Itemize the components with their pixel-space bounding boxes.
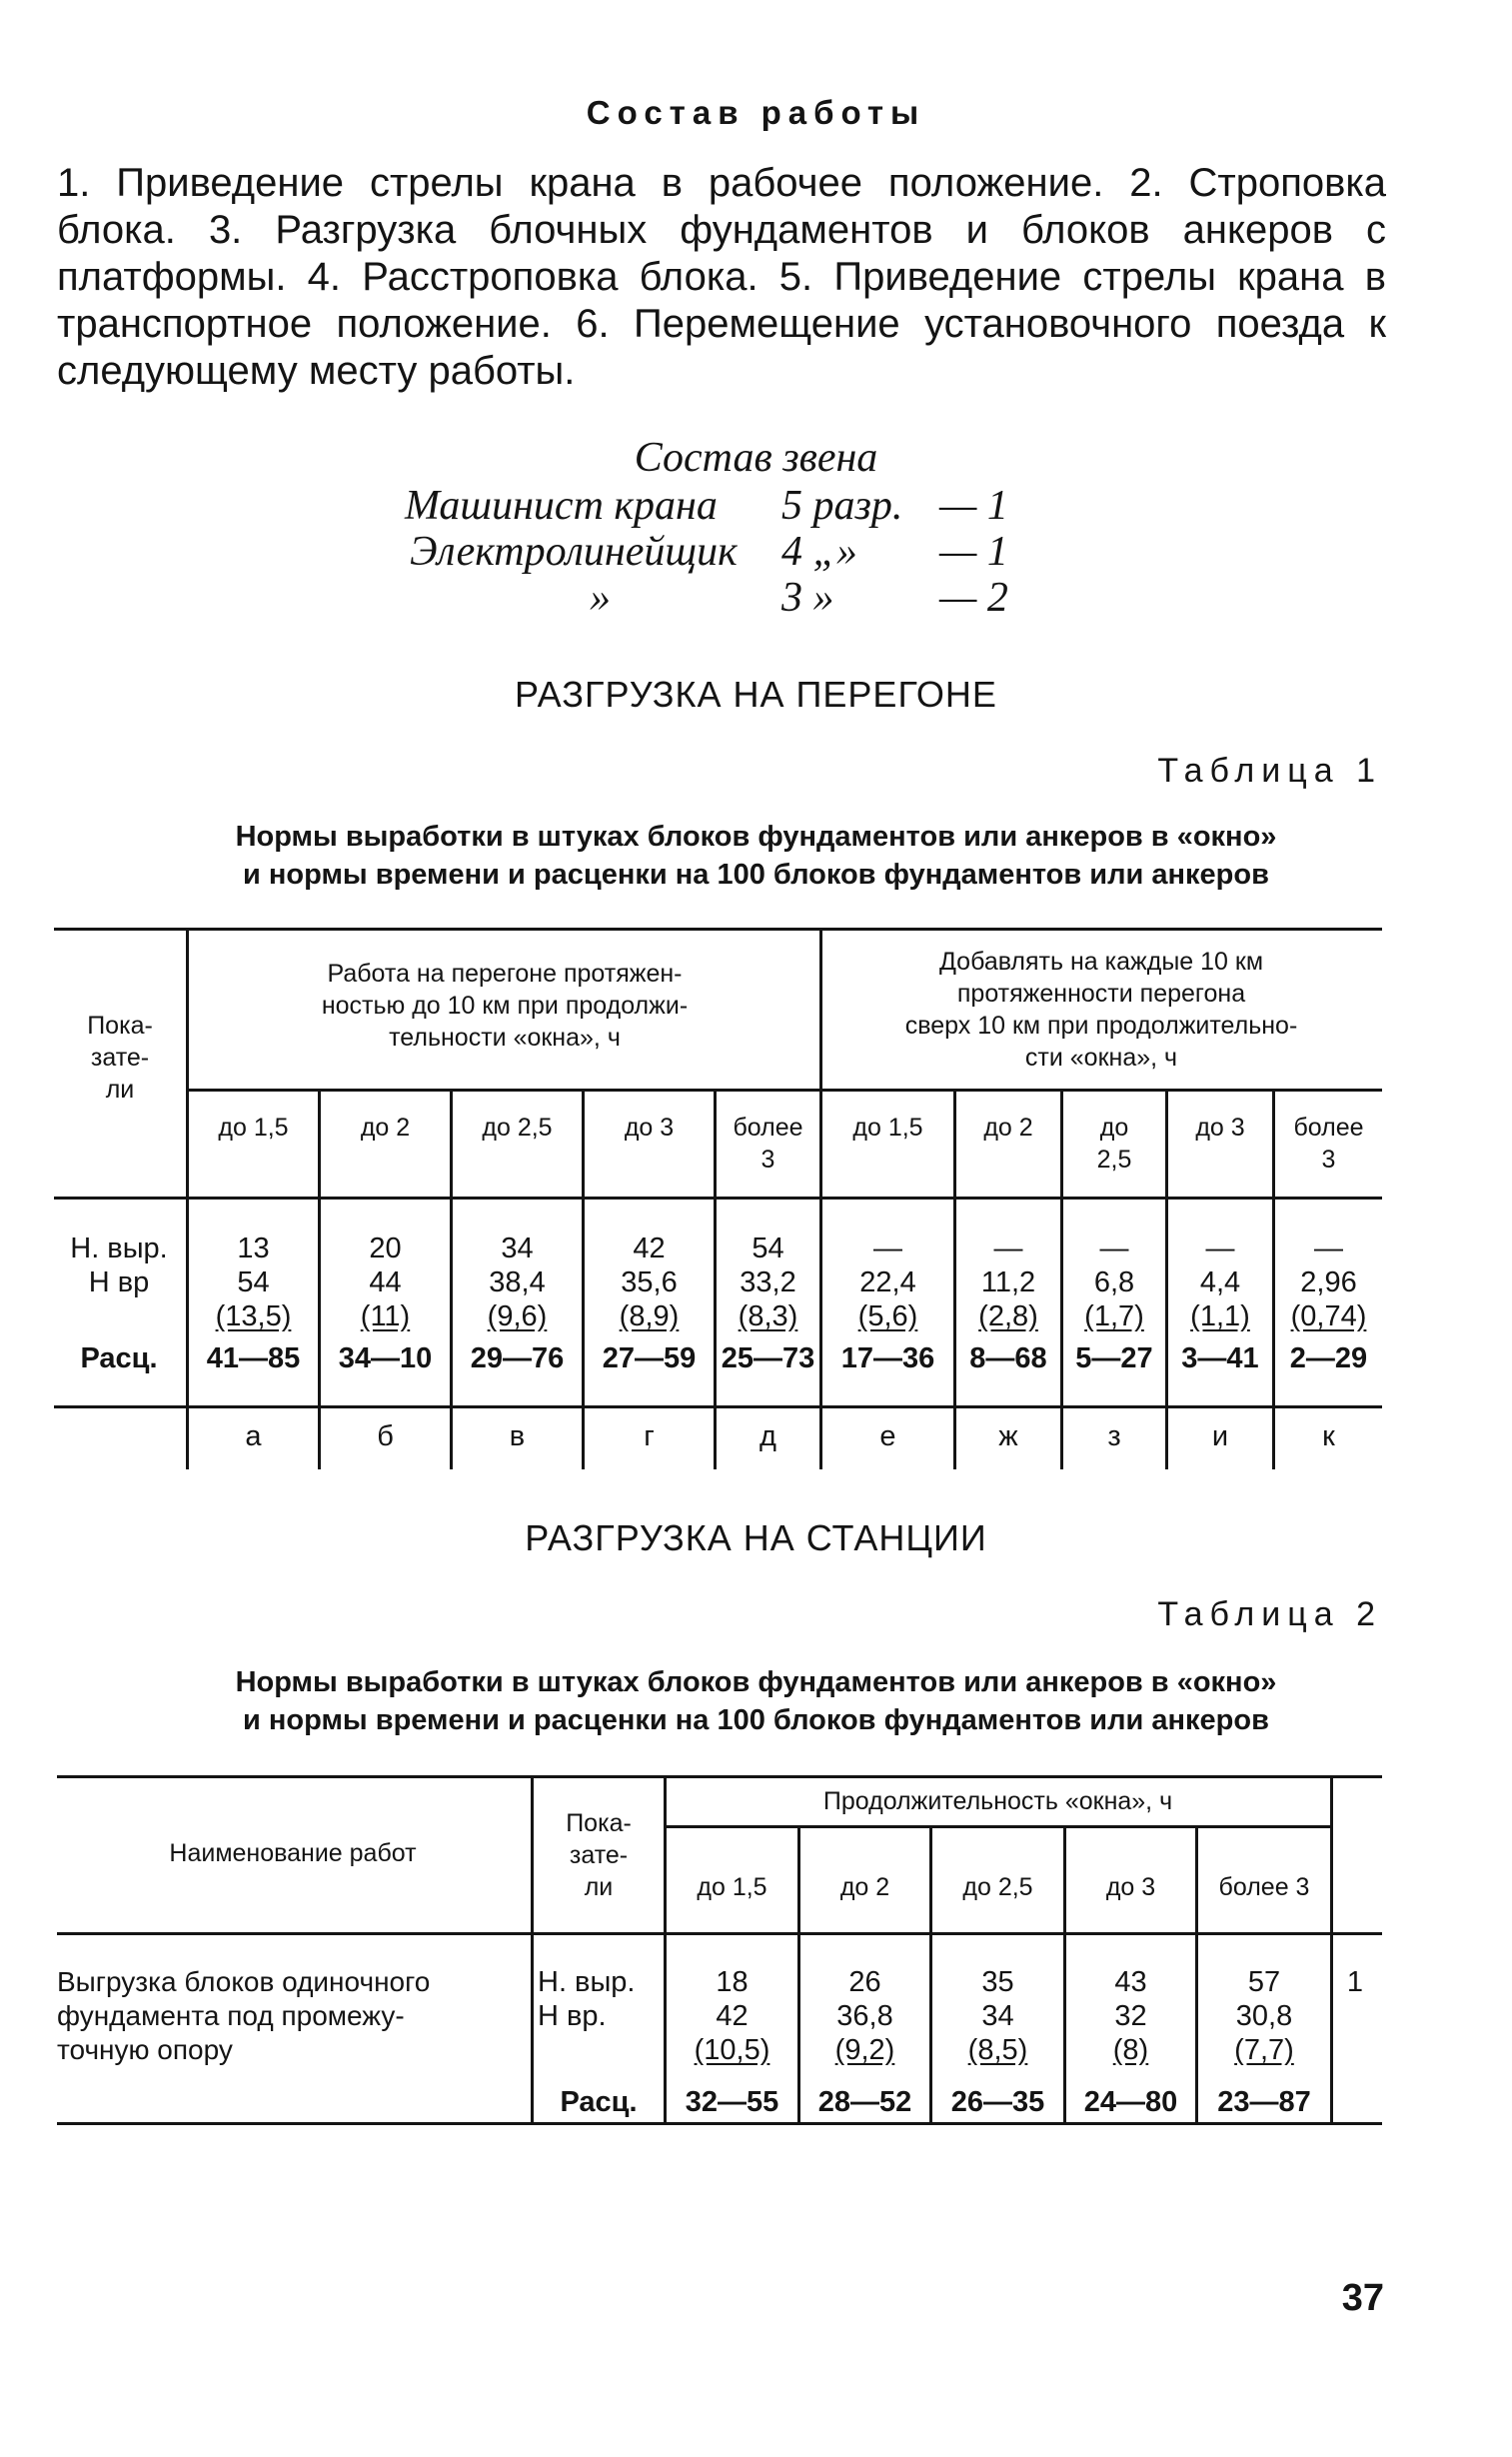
t2-rasc-cell: 24—80: [1083, 2086, 1178, 2118]
t1-rasc-cell: 3—41: [1181, 1342, 1259, 1374]
crew-role-3: »: [590, 575, 611, 621]
crew-grade-1: 5 разр.: [781, 483, 903, 529]
t2-col-header: до 2,5: [962, 1873, 1033, 1901]
t1-rasc-cell: 27—59: [602, 1342, 697, 1374]
t2-nvr-cell: 42: [716, 2000, 749, 2032]
t1-rasc-cell: 41—85: [206, 1342, 301, 1374]
t1-row-label-nvr: Н вр: [88, 1266, 150, 1298]
t1-indicators-header: Пока- зате- ли: [87, 1012, 153, 1104]
t1-rasc-cell: 8—68: [969, 1342, 1047, 1374]
t1-nvr-sub-cell: (5,6): [857, 1300, 918, 1332]
t1-column-letter: в: [509, 1420, 526, 1452]
t1-nvyr-cell: 54: [752, 1232, 784, 1264]
t1-nvr-cell: 33,2: [740, 1266, 796, 1298]
t2-nvr-sub-cell: (9,2): [834, 2034, 895, 2066]
t1-row-label-rasc: Расц.: [80, 1342, 158, 1374]
t1-col-header: до 3: [1195, 1114, 1245, 1142]
work-steps-paragraph: 1. Приведение стрелы крана в рабочее положение. 2. Строповка блока. 3. Разгрузка блочных фундаментов и блоков анкеров с платформы. 4. Расстроповка блока. 5. Приведение стрелы крана в транспортное положение. 6. Перемещение установочного поезда к следующему месту работы.: [57, 161, 1386, 393]
crew-role-2: Электролинейщик: [410, 529, 738, 575]
t2-nvr-cell: 34: [981, 2000, 1014, 2032]
crew-grade-3: 3 »: [781, 575, 834, 621]
t1-nvr-sub-cell: (1,7): [1084, 1300, 1144, 1332]
t1-group1-header: Работа на перегоне протяжен- ностью до 10 км при продолжи- тельности «окна», ч: [321, 960, 689, 1052]
table1-caption-line1: Нормы выработки в штуках блоков фундаментов или анкеров в «окно»: [235, 821, 1277, 853]
t1-nvr-sub-cell: (11): [360, 1300, 411, 1332]
t2-col-header: до 1,5: [697, 1873, 767, 1901]
t1-col-header: более 3: [733, 1114, 803, 1174]
t2-rasc-cell: 23—87: [1217, 2086, 1311, 2118]
t2-nvr-cell: 32: [1114, 2000, 1147, 2032]
t1-column-letter: б: [377, 1420, 394, 1452]
t1-col-header: более 3: [1293, 1114, 1364, 1174]
section-heading: Состав работы: [586, 94, 926, 131]
t2-rasc-cell: 32—55: [685, 2086, 779, 2118]
t2-nvr-sub-cell: (10,5): [694, 2034, 770, 2066]
section2-title: РАЗГРУЗКА НА СТАНЦИИ: [525, 1517, 987, 1558]
t1-row-label-nvyr: Н. выр.: [70, 1232, 168, 1264]
t1-column-letter: и: [1211, 1420, 1229, 1452]
t2-nvr-sub-cell: (8): [1112, 2034, 1149, 2066]
t2-col-header: более 3: [1218, 1873, 1310, 1901]
crew-title: Состав звена: [634, 435, 878, 481]
t1-nvr-cell: 54: [237, 1266, 270, 1298]
t1-column-letter: д: [759, 1420, 776, 1452]
t1-col-header: до 2,5: [482, 1114, 553, 1142]
t1-col-header: до 3: [624, 1114, 675, 1142]
t1-nvr-sub-cell: (1,1): [1190, 1300, 1250, 1332]
table1-caption-line2: и нормы времени и расценки на 100 блоков фундаментов или анкеров: [243, 859, 1269, 891]
t1-nvyr-cell: —: [1099, 1232, 1129, 1264]
t2-nvyr-cell: 35: [981, 1966, 1014, 1998]
t1-nvr-cell: 4,4: [1199, 1266, 1241, 1298]
t1-group2-header: Добавлять на каждые 10 км протяженности перегона сверх 10 км при продолжительно- сти «окна», ч: [904, 948, 1298, 1072]
t1-nvyr-cell: —: [1205, 1232, 1235, 1264]
t1-rasc-cell: 17—36: [840, 1342, 935, 1374]
crew-grade-2: 4 „»: [781, 529, 857, 575]
t1-nvyr-cell: 42: [633, 1232, 666, 1264]
t1-rasc-cell: 5—27: [1075, 1342, 1153, 1374]
t2-nvyr-cell: 18: [716, 1966, 749, 1998]
t1-nvr-cell: 6,8: [1093, 1266, 1135, 1298]
t1-nvyr-cell: 20: [369, 1232, 402, 1264]
t2-nvr-cell: 30,8: [1235, 2000, 1293, 2032]
t1-column-letter: а: [245, 1420, 262, 1452]
t2-nvr-sub-cell: (8,5): [967, 2034, 1028, 2066]
t2-work-name: Выгрузка блоков одиночного фундамента под промежу- точную опору: [57, 1966, 431, 2065]
crew-count-2: — 1: [939, 529, 1008, 575]
t2-row-labels: Н. выр. Н вр.: [538, 1966, 636, 2032]
t1-nvr-cell: 44: [369, 1266, 402, 1298]
t2-duration-header: Продолжительность «окна», ч: [822, 1787, 1173, 1815]
crew-role-1: Машинист крана: [405, 483, 718, 529]
t1-col-header: до 1,5: [218, 1114, 289, 1142]
t2-nvyr-cell: 43: [1114, 1966, 1147, 1998]
table2-caption-line2: и нормы времени и расценки на 100 блоков фундаментов или анкеров: [243, 1704, 1269, 1736]
t1-nvyr-cell: —: [993, 1232, 1023, 1264]
section1-title: РАЗГРУЗКА НА ПЕРЕГОНЕ: [515, 674, 997, 715]
page-number: 37: [1341, 2277, 1384, 2319]
t2-col-header: до 2: [839, 1873, 890, 1901]
crew-count-1: — 1: [939, 483, 1008, 529]
crew-count-3: — 2: [939, 575, 1008, 621]
t2-work-header: Наименование работ: [169, 1839, 417, 1867]
t1-nvyr-cell: 34: [501, 1232, 534, 1264]
t2-nvyr-cell: 57: [1247, 1966, 1281, 1998]
t1-rasc-cell: 29—76: [470, 1342, 565, 1374]
t2-col-header: до 3: [1105, 1873, 1156, 1901]
t1-col-header: до 2,5: [1096, 1114, 1132, 1174]
t1-column-letter: к: [1322, 1420, 1335, 1452]
t1-nvr-sub-cell: (8,9): [619, 1300, 680, 1332]
table1-label: Таблица 1: [1157, 752, 1382, 790]
t1-nvyr-cell: —: [1314, 1232, 1343, 1264]
t1-nvr-cell: 11,2: [980, 1266, 1036, 1298]
t1-column-letter: ж: [998, 1420, 1018, 1452]
t1-col-header: до 2: [360, 1114, 411, 1142]
t2-nvr-cell: 36,8: [836, 2000, 893, 2032]
t1-nvr-sub-cell: (13,5): [215, 1300, 292, 1332]
t1-rasc-cell: 34—10: [338, 1342, 433, 1374]
t1-nvr-sub-cell: (9,6): [487, 1300, 548, 1332]
t2-nvr-sub-cell: (7,7): [1234, 2034, 1294, 2066]
t1-nvr-sub-cell: (2,8): [978, 1300, 1038, 1332]
t1-col-header: до 2: [983, 1114, 1033, 1142]
t2-rasc-cell: 28—52: [817, 2086, 912, 2118]
t2-rasc-cell: 26—35: [950, 2086, 1045, 2118]
t1-column-letter: г: [644, 1420, 655, 1452]
t1-column-letter: е: [879, 1420, 896, 1452]
table2-label: Таблица 2: [1157, 1595, 1382, 1633]
t2-indicators-header: Пока- зате- ли: [566, 1809, 632, 1901]
t2-rasc-label: Расц.: [560, 2086, 638, 2118]
t1-rasc-cell: 25—73: [721, 1342, 815, 1374]
t1-nvr-sub-cell: (0,74): [1290, 1300, 1367, 1332]
t1-nvr-cell: 38,4: [489, 1266, 546, 1298]
t2-nvyr-cell: 26: [848, 1966, 881, 1998]
t1-nvr-cell: 2,96: [1300, 1266, 1357, 1298]
t1-nvr-cell: 22,4: [859, 1266, 916, 1298]
t1-nvr-cell: 35,6: [621, 1266, 678, 1298]
t1-nvr-sub-cell: (8,3): [738, 1300, 798, 1332]
t1-column-letter: з: [1107, 1420, 1121, 1452]
t1-rasc-cell: 2—29: [1289, 1342, 1368, 1374]
t1-col-header: до 1,5: [852, 1114, 923, 1142]
t2-row-number: 1: [1346, 1966, 1364, 1998]
table2-caption-line1: Нормы выработки в штуках блоков фундаментов или анкеров в «окно»: [235, 1666, 1277, 1698]
t1-nvyr-cell: 13: [237, 1232, 270, 1264]
t1-nvyr-cell: —: [873, 1232, 902, 1264]
